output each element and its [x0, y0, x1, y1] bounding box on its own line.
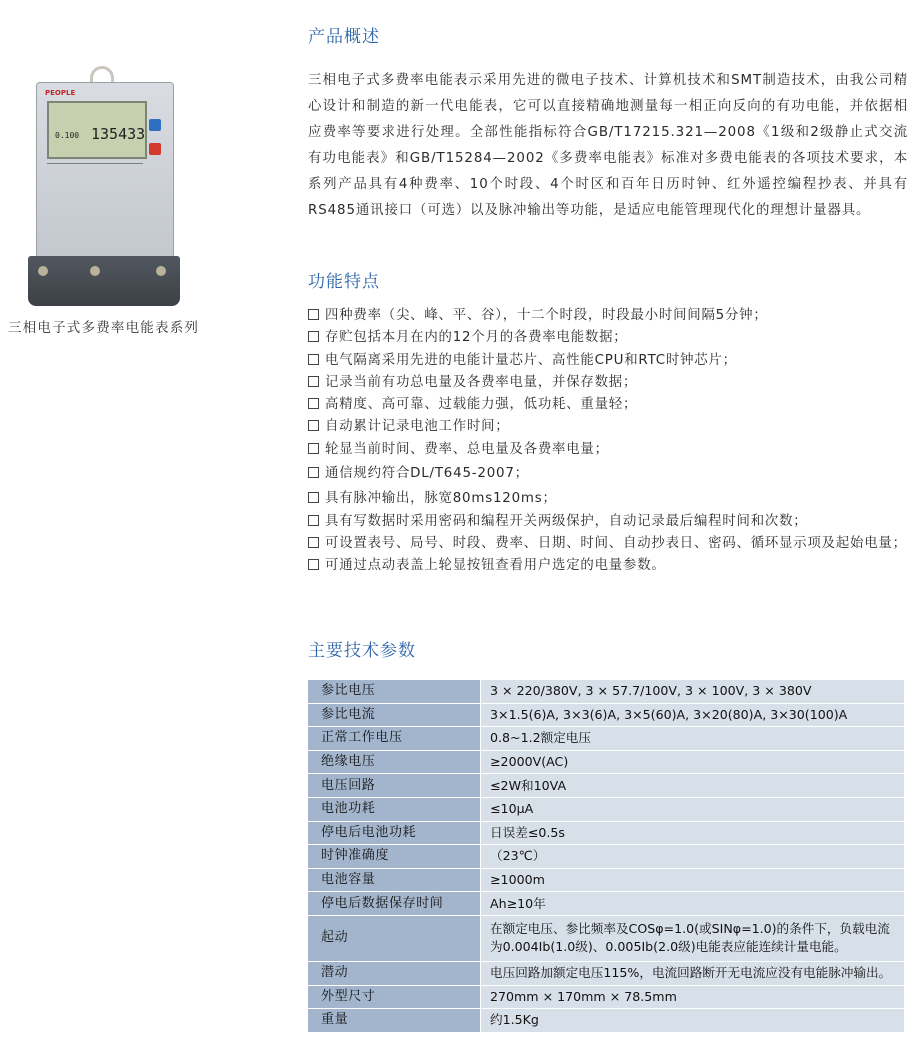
meter-lcd — [47, 101, 147, 159]
spec-value: ≤10μA — [481, 797, 905, 821]
list-item: 高精度、高可靠、过载能力强，低功耗、重量轻； — [308, 394, 908, 416]
spec-value: 约1.5Kg — [481, 1009, 905, 1033]
spec-key: 参比电流 — [308, 703, 481, 727]
table-row — [308, 961, 904, 985]
table-row — [308, 680, 904, 703]
list-item: 具有写数据时采用密码和编程开关两级保护，自动记录最后编程时间和次数； — [308, 511, 908, 533]
table-row — [308, 1009, 904, 1033]
checkbox-icon — [308, 309, 319, 320]
list-item: 电气隔离采用先进的电能计量芯片、高性能CPU和RTC时钟芯片； — [308, 350, 908, 372]
lcd-reading-left: 0.100 — [55, 131, 80, 140]
spec-value: 0.8~1.2额定电压 — [481, 727, 905, 751]
checkbox-icon — [308, 420, 319, 431]
overview-title: 产品概述 — [308, 27, 380, 47]
meter-nameplate — [47, 163, 143, 192]
specs-title: 主要技术参数 — [308, 641, 416, 661]
specs-table — [308, 680, 904, 1033]
table-row — [308, 727, 904, 751]
screw-icon — [156, 266, 166, 276]
table-row — [308, 774, 904, 798]
list-item: 具有脉冲输出，脉宽80ms120ms； — [308, 488, 908, 510]
spec-key: 正常工作电压 — [308, 727, 481, 751]
spec-value: 在额定电压、参比频率及COSφ=1.0(或SINφ=1.0)的条件下，负载电流为0.004Ib(1.0级)、0.005Ib(2.0级)电能表应能连续计量电能。 — [481, 915, 905, 961]
list-item: 记录当前有功总电量及各费率电量，并保存数据； — [308, 372, 908, 394]
screw-icon — [90, 266, 100, 276]
spec-value: ≥1000m — [481, 868, 905, 892]
meter-body — [36, 82, 174, 260]
spec-value: 电压回路加额定电压115%，电流回路断开无电流应没有电能脉冲输出。 — [481, 961, 905, 985]
spec-key: 停电后数据保存时间 — [308, 892, 481, 916]
features-list — [308, 305, 908, 578]
table-row — [308, 821, 904, 845]
checkbox-icon — [308, 354, 319, 365]
checkbox-icon — [308, 515, 319, 526]
meter-red-button — [149, 143, 161, 155]
spec-key: 参比电压 — [308, 680, 481, 703]
spec-key: 时钟准确度 — [308, 845, 481, 869]
list-item: 通信规约符合DL/T645-2007； — [308, 463, 908, 485]
checkbox-icon — [308, 376, 319, 387]
meter-terminal-base — [28, 256, 180, 306]
spec-value: 270mm × 170mm × 78.5mm — [481, 985, 905, 1009]
table-row — [308, 703, 904, 727]
list-item: 存贮包括本月在内的12个月的各费率电能数据； — [308, 327, 908, 349]
spec-value: Ah≥10年 — [481, 892, 905, 916]
screw-icon — [38, 266, 48, 276]
spec-key: 停电后电池功耗 — [308, 821, 481, 845]
table-row — [308, 845, 904, 869]
checkbox-icon — [308, 331, 319, 342]
spec-key: 电池功耗 — [308, 797, 481, 821]
list-item: 四种费率（尖、峰、平、谷），十二个时段，时段最小时间间隔5分钟； — [308, 305, 908, 327]
spec-key: 电池容量 — [308, 868, 481, 892]
checkbox-icon — [308, 492, 319, 503]
spec-value: 3×1.5(6)A, 3×3(6)A, 3×5(60)A, 3×20(80)A, 3×30(100)A — [481, 703, 905, 727]
lcd-reading-main: 135433 — [91, 125, 146, 143]
spec-value: 日误差≤0.5s — [481, 821, 905, 845]
spec-key: 外型尺寸 — [308, 985, 481, 1009]
spec-key: 潜动 — [308, 961, 481, 985]
spec-value: （23℃） — [481, 845, 905, 869]
spec-key: 起动 — [308, 915, 481, 961]
table-row — [308, 985, 904, 1009]
table-row — [308, 750, 904, 774]
spec-key: 电压回路 — [308, 774, 481, 798]
list-item: 可通过点动表盖上轮显按钮查看用户选定的电量参数。 — [308, 555, 908, 577]
table-row — [308, 868, 904, 892]
table-row — [308, 915, 904, 961]
list-item: 轮显当前时间、费率、总电量及各费率电量； — [308, 439, 908, 461]
features-title: 功能特点 — [308, 272, 380, 292]
overview-text: 三相电子式多费率电能表示采用先进的微电子技术、计算机技术和SMT制造技术，由我公司精心设计和制造的新一代电能表，它可以直接精确地测量每一相正向反向的有功电能，并依据相应费率等要求进行处理。全部性能指标符合GB/T17215.321—2008《1级和2级静止式交流有功电能表》和GB/T15284—2002《多费率电能表》标准对多费电能表的各项技术要求，本系列产品具有4种费率、10个时段、4个时区和百年日历时钟、红外遥控编程抄表、并具有RS485通讯接口（可选）以及脉冲输出等功能，是适应电能管理现代化的理想计量器具。 — [308, 73, 908, 218]
list-item: 可设置表号、局号、时段、费率、日期、时间、自动抄表日、密码、循环显示项及起始电量； — [308, 533, 908, 555]
product-caption: 三相电子式多费率电能表系列 — [8, 320, 200, 336]
spec-key: 绝缘电压 — [308, 750, 481, 774]
meter-brand: PEOPLE — [45, 89, 76, 97]
spec-value: 3 × 220/380V, 3 × 57.7/100V, 3 × 100V, 3 × 380V — [481, 680, 905, 703]
checkbox-icon — [308, 398, 319, 409]
checkbox-icon — [308, 467, 319, 478]
table-row — [308, 797, 904, 821]
spec-value: ≥2000V(AC) — [481, 750, 905, 774]
table-row — [308, 892, 904, 916]
product-image — [28, 66, 184, 306]
checkbox-icon — [308, 443, 319, 454]
spec-key: 重量 — [308, 1009, 481, 1033]
checkbox-icon — [308, 559, 319, 570]
list-item: 自动累计记录电池工作时间； — [308, 416, 908, 438]
spec-value: ≤2W和10VA — [481, 774, 905, 798]
meter-blue-button — [149, 119, 161, 131]
checkbox-icon — [308, 537, 319, 548]
